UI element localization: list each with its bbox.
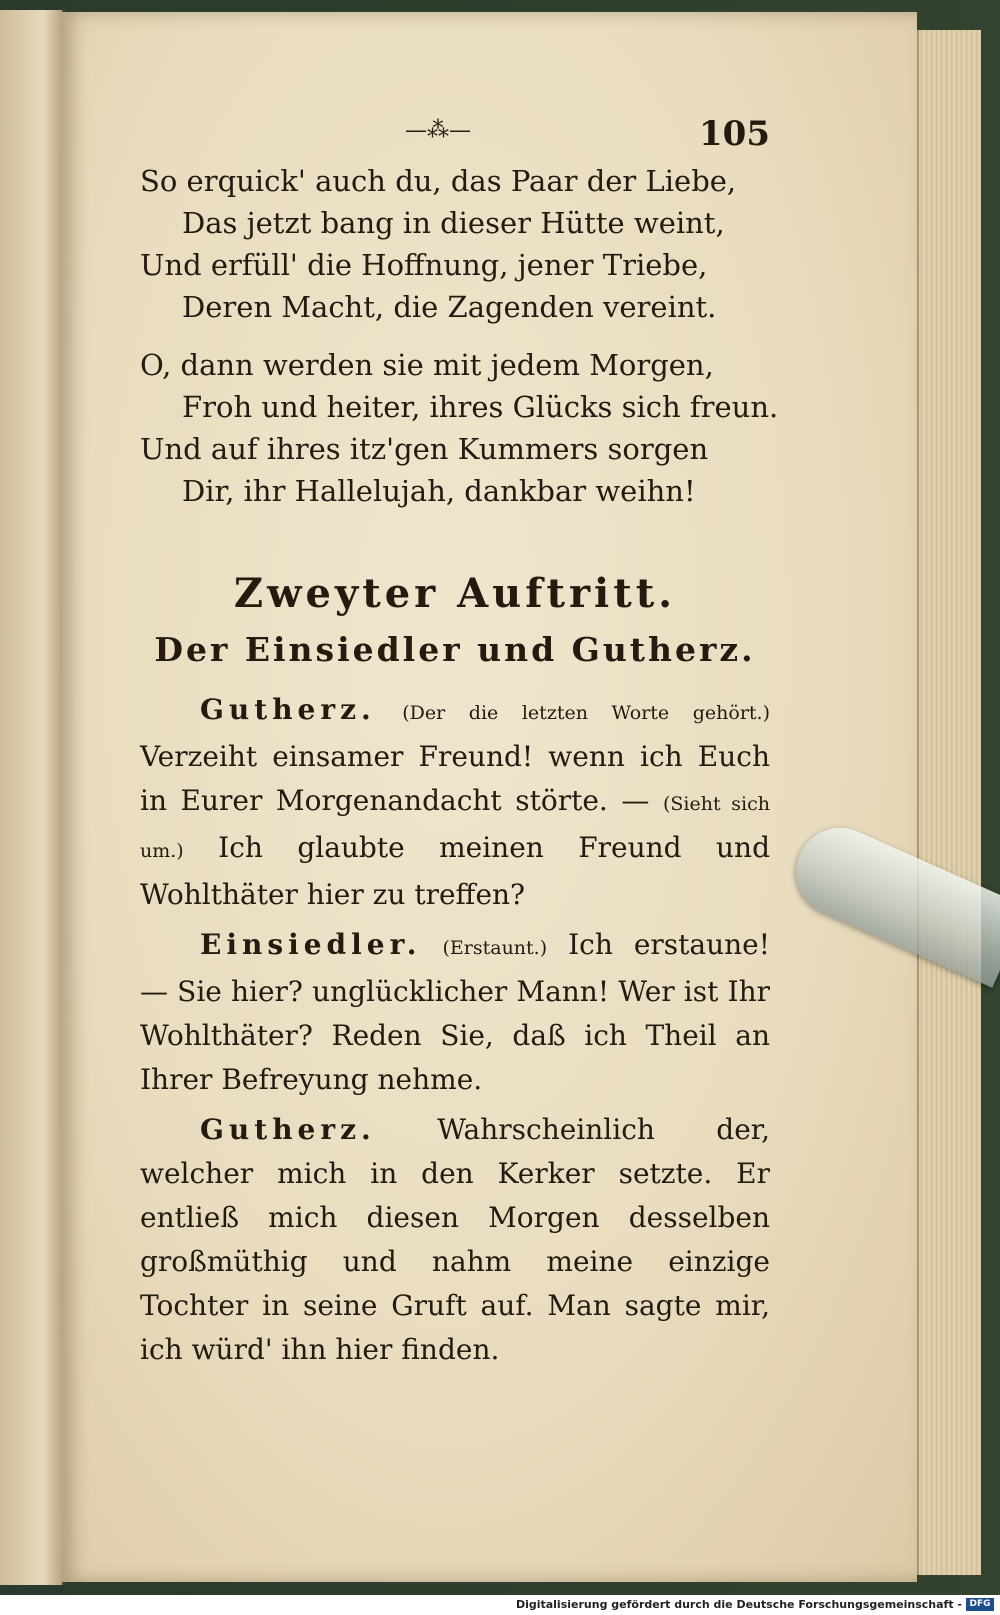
scene-subheading: Der Einsiedler und Gutherz. <box>154 630 756 669</box>
stage-direction: (Erstaunt.) <box>442 937 548 959</box>
header-ornament: —⁂— <box>405 118 471 143</box>
verse-line: O, dann werden sie mit jedem Morgen, <box>140 348 714 382</box>
dialogue-paragraph <box>140 688 770 917</box>
verse-line: Und auf ihres itz'gen Kummers sorgen <box>140 432 709 466</box>
stanza-2 <box>140 344 779 512</box>
dialogue-text: Verzeiht einsamer Freund! wenn ich Euch in Eurer Morgenandacht störte. — <box>140 740 770 817</box>
dialogue-text: Ich glaubte meinen Freund und Wohlthäter hier zu treffen? <box>140 831 770 911</box>
left-page-edge <box>0 10 65 1585</box>
stanza-1 <box>140 160 770 328</box>
verse-line: Das jetzt bang in dieser Hütte weint, <box>182 206 725 240</box>
verse-line: Deren Macht, die Zagenden vereint. <box>182 290 717 324</box>
page-content <box>140 110 779 1390</box>
dfg-logo: DFG <box>966 1598 994 1611</box>
page-edges <box>917 30 981 1575</box>
page-header <box>140 110 770 160</box>
dialogue-text: Ich erstaune! — Sie hier? unglücklicher Mann! Wer ist Ihr Wohlthäter? Reden Sie, daß ich Theil an Ihrer Befreyung nehme. <box>140 928 770 1096</box>
dialogue-text: Wahrscheinlich der, welcher mich in den Kerker setzte. Er entließ mich diesen Morgen desselben großmüthig und nahm meine einzige Tochter in seine Gruft auf. Man sagte mir, ich würd' ihn hier finden. <box>140 1113 771 1366</box>
speaker-name: Gutherz. <box>200 1113 376 1146</box>
stage-direction: (Sieht sich um.) <box>140 793 770 862</box>
stage-direction: (Der die letzten Worte gehört.) <box>402 702 770 724</box>
page-number: 105 <box>699 114 770 154</box>
verse-line: Dir, ihr Hallelujah, dankbar weihn! <box>182 474 696 508</box>
footer-credit: Digitalisierung gefördert durch die Deutsche Forschungsgemeinschaft - <box>515 1598 962 1611</box>
dialogue-paragraph <box>140 1108 770 1372</box>
verse-line: Froh und heiter, ihres Glücks sich freun. <box>182 390 779 424</box>
dialogue-paragraph <box>140 923 770 1102</box>
verse-line: So erquick' auch du, das Paar der Liebe, <box>140 164 737 198</box>
verse-line: Und erfüll' die Hoffnung, jener Triebe, <box>140 248 708 282</box>
scene-heading: Zweyter Auftritt. <box>233 570 677 617</box>
footer-bar <box>0 1595 1000 1615</box>
speaker-name: Gutherz. <box>200 693 376 726</box>
speaker-name: Einsiedler. <box>200 928 422 961</box>
